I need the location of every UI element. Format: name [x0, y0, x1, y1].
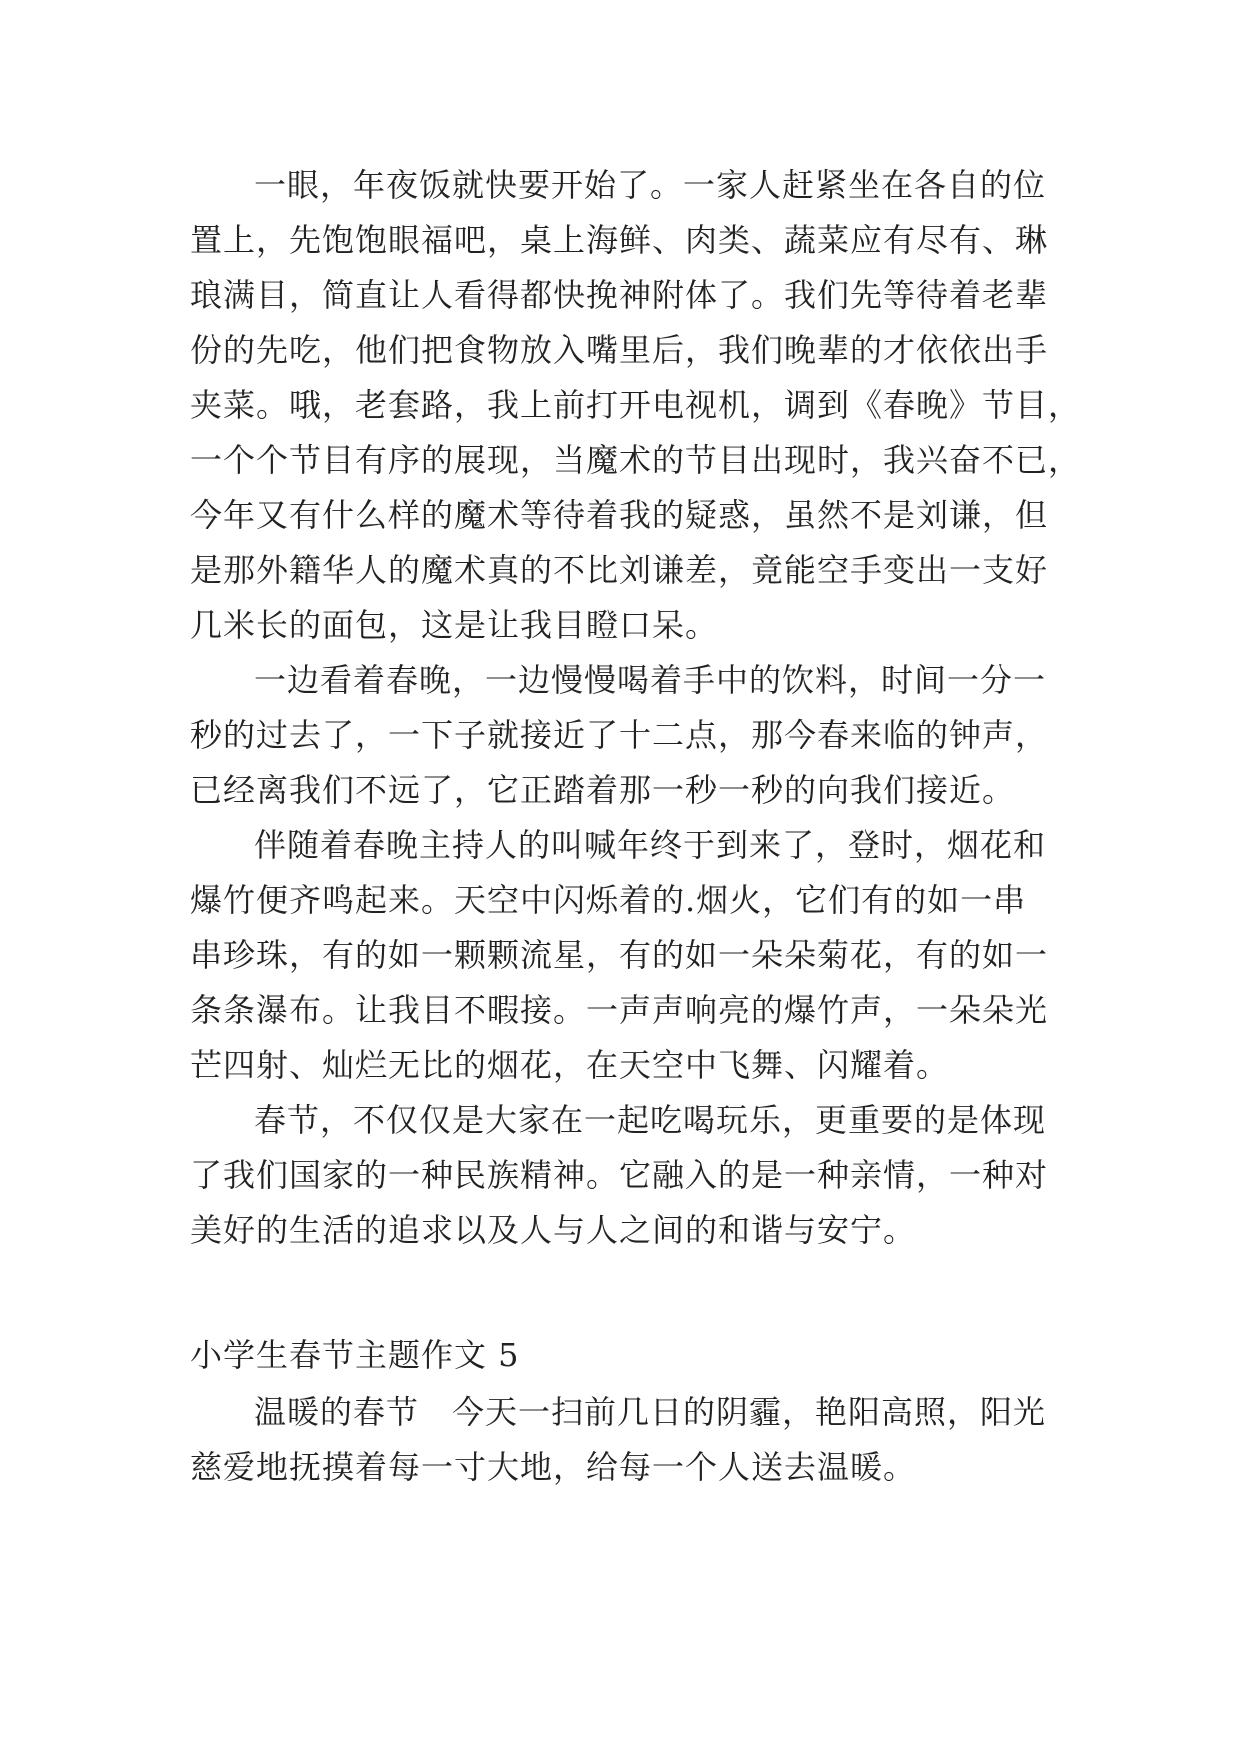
text-line: 一眼，年夜饭就快要开始了。一家人赶紧坐在各自的位 — [254, 166, 1047, 204]
text-line: 秒的过去了，一下子就接近了十二点，那今春来临的钟声， — [190, 716, 1049, 754]
text-line: 慈爱地抚摸着每一寸大地，给每一个人送去温暖。 — [190, 1448, 917, 1486]
text-line: 是那外籍华人的魔术真的不比刘谦差，竟能空手变出一支好 — [190, 551, 1049, 589]
text-line: 美好的生活的追求以及人与人之间的和谐与安宁。 — [190, 1211, 917, 1249]
text-line: 爆竹便齐鸣起来。天空中闪烁着的.烟火，它们有的如一串 — [190, 881, 1027, 919]
text-line: 伴随着春晚主持人的叫喊年终于到来了，登时，烟花和 — [254, 826, 1047, 864]
text-line: 置上，先饱饱眼福吧，桌上海鲜、肉类、蔬菜应有尽有、琳 — [190, 221, 1049, 259]
text-line: 几米长的面包，这是让我目瞪口呆。 — [190, 606, 719, 644]
section-heading: 小学生春节主题作文 5 — [190, 1336, 520, 1374]
text-line: 温暖的春节 今天一扫前几日的阴霾，艳阳高照，阳光 — [254, 1393, 1047, 1431]
text-line: 今年又有什么样的魔术等待着我的疑惑，虽然不是刘谦，但 — [190, 496, 1049, 534]
text-line: 了我们国家的一种民族精神。它融入的是一种亲情，一种对 — [190, 1156, 1049, 1194]
text-line: 条条瀑布。让我目不暇接。一声声响亮的爆竹声，一朵朵光 — [190, 991, 1049, 1029]
text-line: 芒四射、灿烂无比的烟花，在天空中飞舞、闪耀着。 — [190, 1046, 950, 1084]
text-line: 春节，不仅仅是大家在一起吃喝玩乐，更重要的是体现 — [254, 1101, 1047, 1139]
text-line: 夹菜。哦，老套路，我上前打开电视机，调到《春晚》节目， — [190, 386, 1082, 424]
text-line: 串珍珠，有的如一颗颗流星，有的如一朵朵菊花，有的如一 — [190, 936, 1049, 974]
text-line: 一边看着春晚，一边慢慢喝着手中的饮料，时间一分一 — [254, 661, 1047, 699]
text-line: 一个个节目有序的展现，当魔术的节目出现时，我兴奋不已， — [190, 441, 1082, 479]
text-line: 已经离我们不远了，它正踏着那一秒一秒的向我们接近。 — [190, 771, 1016, 809]
text-line: 份的先吃，他们把食物放入嘴里后，我们晚辈的才依依出手 — [190, 331, 1049, 369]
text-line: 琅满目，简直让人看得都快挽神附体了。我们先等待着老辈 — [190, 276, 1049, 314]
